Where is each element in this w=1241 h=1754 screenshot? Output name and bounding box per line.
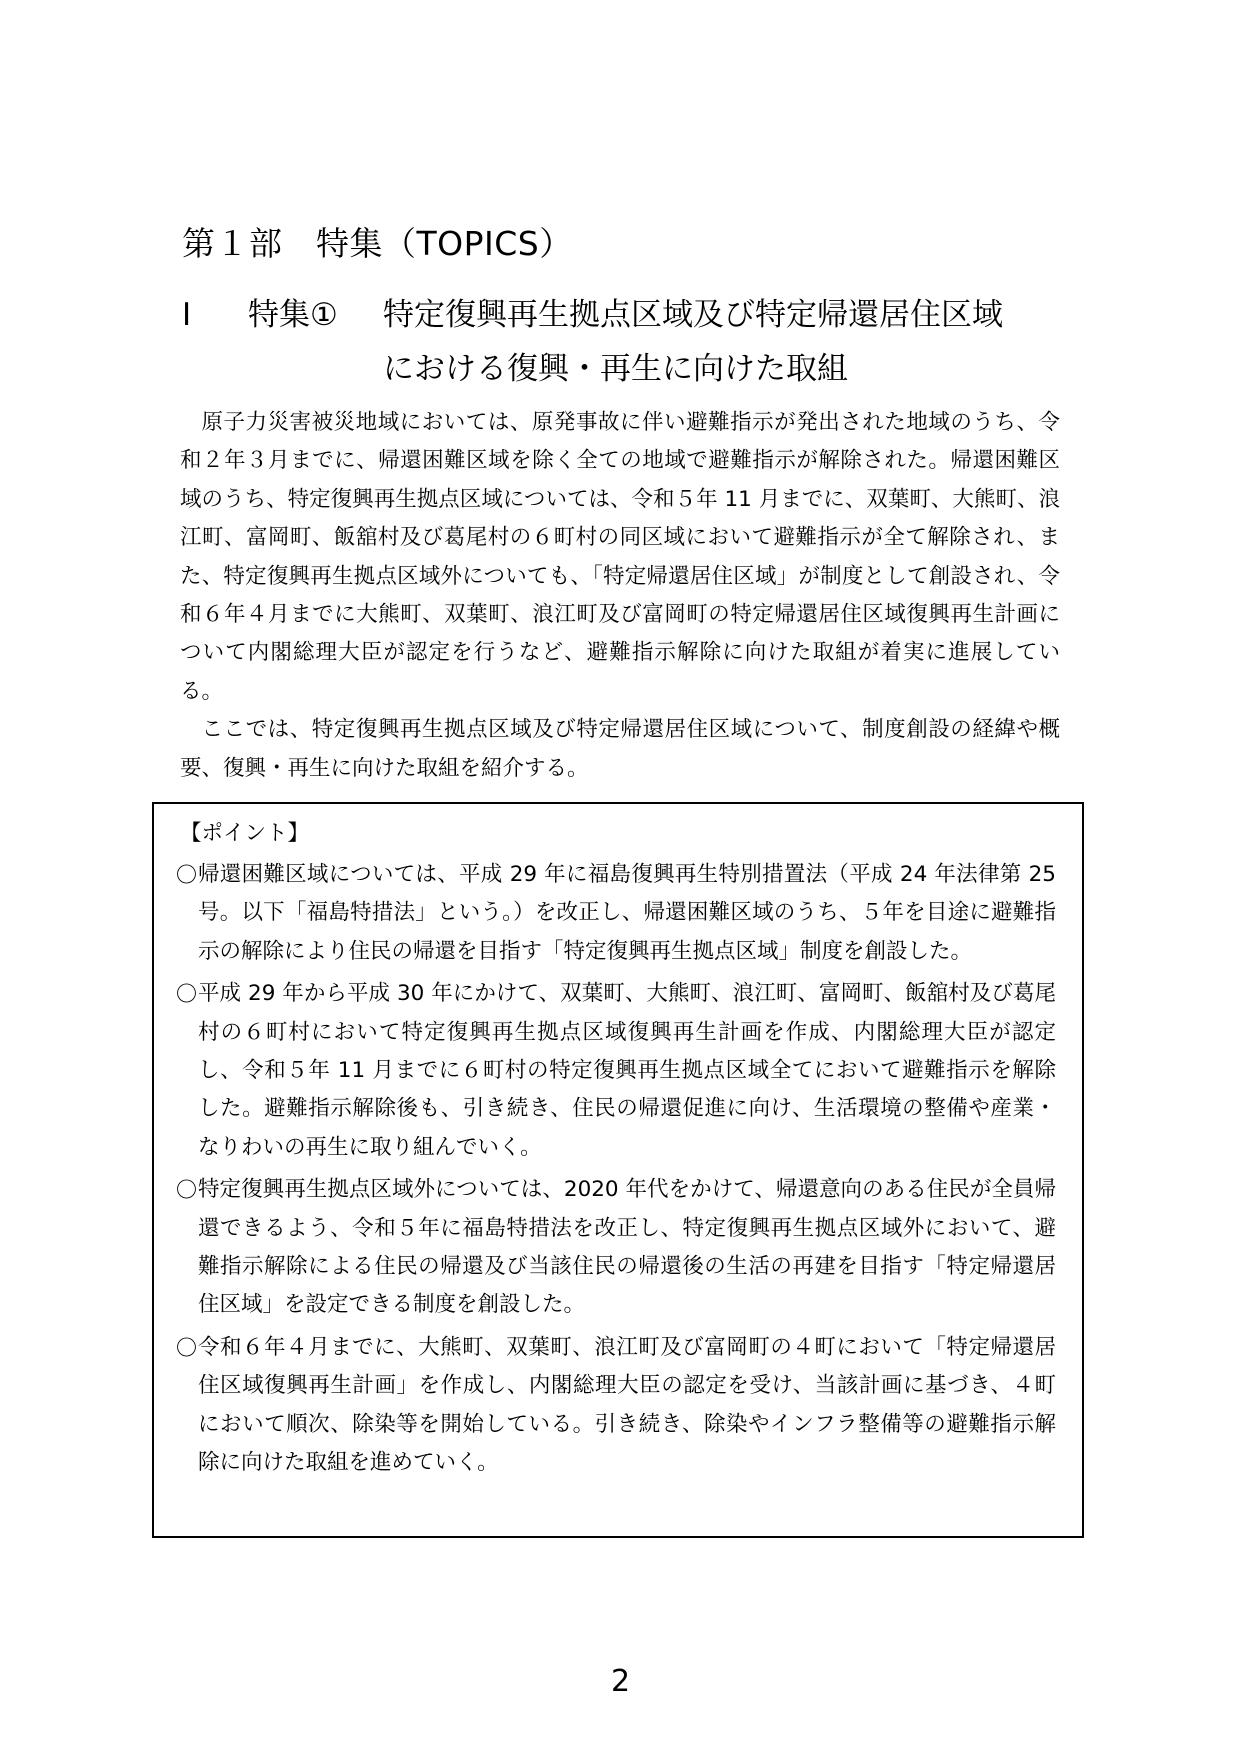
section-title-row-1	[182, 288, 1082, 342]
section-title	[182, 288, 1082, 396]
circle-bullet-icon: 〇	[176, 1178, 197, 1203]
part-title: 第１部 特集（TOPICS）	[182, 224, 573, 263]
body-paragraph: ここでは、特定復興再生拠点区域及び特定帰還居住区域について、制度創設の経緯や概要、復興・再生に向けた取組を紹介する。	[180, 717, 1060, 781]
point-item	[176, 1329, 1056, 1483]
section-title-line-2: における復興・再生に向けた取組	[383, 351, 848, 387]
point-item	[176, 856, 1056, 971]
point-item	[176, 1171, 1056, 1325]
section-label: 特集①	[248, 297, 338, 333]
section-number: Ⅰ	[182, 297, 192, 333]
body-paragraph: 原子力災害被災地域においては、原発事故に伴い避難指示が発出された地域のうち、令和２年３月までに、帰還困難区域を除く全ての地域で避難指示が解除された。帰還困難区域のうち、特定復興再生拠点区域については、令和５年 11 月までに、双葉町、大熊町、浪江町、富岡町、飯舘村及び葛尾村の６町村の同区域において避難指示が全て解除され、また、特定復興再生拠点区域外についても、「特定帰還居住区域」が制度として創設され、令和６年４月までに大熊町、双葉町、浪江町及び富岡町の特定帰還居住区域復興再生計画について内閣総理大臣が認定を行うなど、避難指示解除に向けた取組が着実に進展している。	[180, 410, 1060, 704]
points-title: 【ポイント】	[180, 821, 310, 846]
points-box	[152, 802, 1084, 1538]
point-text: 平成 29 年から平成 30 年にかけて、双葉町、大熊町、浪江町、富岡町、飯舘村及び葛尾村の６町村において特定復興再生拠点区域復興再生計画を作成、内閣総理大臣が認定し、令和５年 11 月までに６町村の特定復興再生拠点区域全てにおいて避難指示を解除した。避難指示解除後も、引き続き、住民の帰還促進に向け、生活環境の整備や産業・なりわいの再生に取り組んでいく。	[198, 981, 1056, 1160]
page-number: 2	[610, 1664, 631, 1699]
point-item	[176, 975, 1056, 1167]
circle-bullet-icon: 〇	[176, 982, 197, 1007]
point-text: 帰還困難区域については、平成 29 年に福島復興再生特別措置法（平成 24 年法律第 25 号。以下「福島特措法」という。）を改正し、帰還困難区域のうち、５年を目途に避難指示の解除により住民の帰還を目指す「特定復興再生拠点区域」制度を創設した。	[198, 862, 1056, 964]
section-title-row-2	[182, 342, 1082, 396]
points-list	[176, 856, 1056, 1487]
body-text	[180, 404, 1060, 788]
section-title-line-1: 特定復興再生拠点区域及び特定帰還居住区域	[383, 297, 1003, 333]
point-text: 令和６年４月までに、大熊町、双葉町、浪江町及び富岡町の４町において「特定帰還居住区域復興再生計画」を作成し、内閣総理大臣の認定を受け、当該計画に基づき、４町において順次、除染等を開始している。引き続き、除染やインフラ整備等の避難指示解除に向けた取組を進めていく。	[198, 1334, 1056, 1476]
point-text: 特定復興再生拠点区域外については、2020 年代をかけて、帰還意向のある住民が全員帰還できるよう、令和５年に福島特措法を改正し、特定復興再生拠点区域外において、避難指示解除による住民の帰還及び当該住民の帰還後の生活の再建を目指す「特定帰還居住区域」を設定できる制度を創設した。	[198, 1177, 1056, 1318]
circle-bullet-icon: 〇	[176, 863, 197, 887]
circle-bullet-icon: 〇	[176, 1335, 197, 1360]
